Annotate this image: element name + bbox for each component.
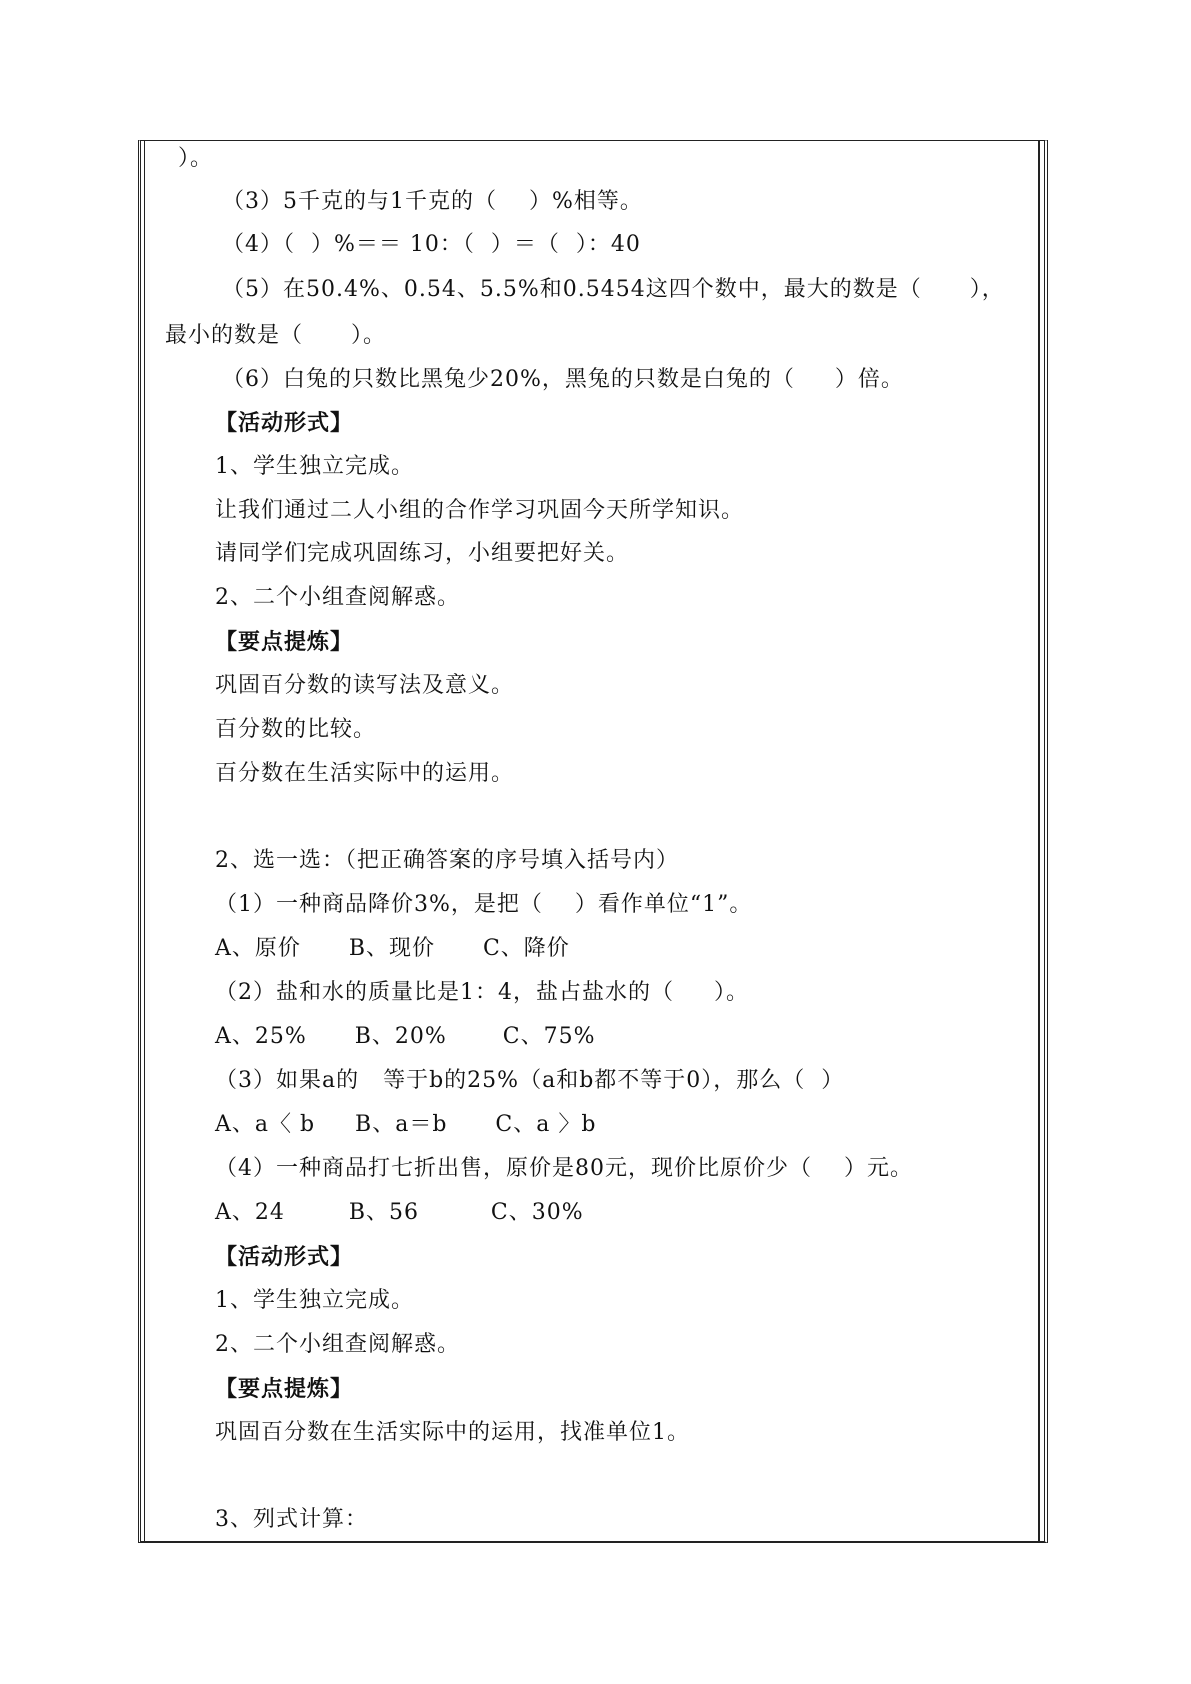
activity-step-2: 2、二个小组查阅解惑。 [215, 585, 460, 610]
question-4-line: （4）（ ）%＝＝ 10：（ ）＝（ ）：40 [222, 232, 641, 257]
choice-question-2-options: A、25% B、20% C、75% [215, 1024, 596, 1049]
question-3-line: （3）5千克的与1千克的（ ）%相等。 [222, 189, 643, 214]
activity-form-heading-2: 【活动形式】 [215, 1244, 354, 1270]
question-5-continuation: 最小的数是（ ）。 [165, 323, 386, 348]
question-5-line: （5）在50.4%、0.54、5.5%和0.5454这四个数中，最大的数是（ ）， [222, 277, 1005, 302]
choice-question-1: （1）一种商品降价3%，是把（ ）看作单位“1”。 [215, 892, 753, 917]
choice-question-3-options: A、a〈 b B、a＝b C、a 〉b [215, 1112, 597, 1137]
key-points-heading-2: 【要点提炼】 [215, 1376, 354, 1402]
section-2-heading: 2、选一选：（把正确答案的序号填入括号内） [215, 848, 679, 873]
choice-question-4-options: A、24 B、56 C、30% [215, 1200, 584, 1225]
question-6-line: （6）白兔的只数比黑兔少20%，黑兔的只数是白兔的（ ）倍。 [222, 367, 904, 392]
section-3-heading: 3、列式计算： [215, 1507, 368, 1532]
key-point-2: 百分数的比较。 [215, 717, 377, 742]
key-points-heading: 【要点提炼】 [215, 629, 354, 655]
key-point-1: 巩固百分数的读写法及意义。 [215, 673, 515, 698]
choice-question-3: （3）如果a的 等于b的25%（a和b都不等于0），那么（ ） [215, 1068, 845, 1093]
activity-group-study-text: 让我们通过二人小组的合作学习巩固今天所学知识。 [215, 498, 745, 523]
key-point-3: 百分数在生活实际中的运用。 [215, 761, 515, 786]
activity-practice-text: 请同学们完成巩固练习，小组要把好关。 [215, 541, 630, 566]
choice-question-4: （4）一种商品打七折出售，原价是80元，现价比原价少（ ）元。 [215, 1156, 913, 1181]
choice-question-2: （2）盐和水的质量比是1：4，盐占盐水的（ ）。 [215, 980, 749, 1005]
choice-question-1-options: A、原价 B、现价 C、降价 [215, 936, 570, 961]
activity-step-1: 1、学生独立完成。 [215, 454, 414, 479]
activity-form-heading: 【活动形式】 [215, 410, 354, 436]
activity-step-2-b: 2、二个小组查阅解惑。 [215, 1332, 460, 1357]
text-line-closing-paren: ）。 [178, 146, 214, 171]
key-point-unit-1: 巩固百分数在生活实际中的运用，找准单位1。 [215, 1420, 690, 1445]
activity-step-1-b: 1、学生独立完成。 [215, 1288, 414, 1313]
